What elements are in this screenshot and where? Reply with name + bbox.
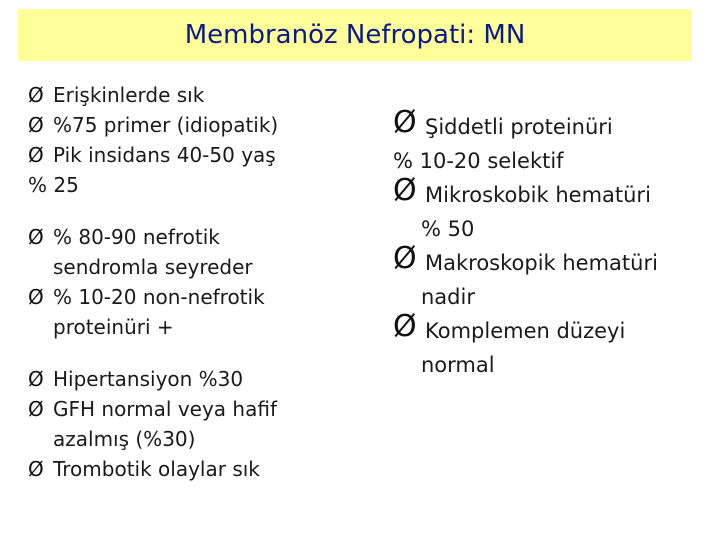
list-item-text-continued: proteinüri + [53, 315, 174, 339]
arrow-bullet-icon: Ø [28, 285, 44, 309]
left-column [28, 80, 358, 484]
arrow-bullet-icon: Ø [393, 241, 417, 276]
list-item-text: Komplemen düzeyi [425, 319, 626, 343]
list-item-text: Şiddetli proteinüri [425, 115, 613, 139]
list-item [393, 105, 713, 144]
list-item [28, 282, 358, 342]
list-item [28, 140, 358, 170]
arrow-bullet-icon: Ø [393, 309, 417, 344]
list-item-text: Hipertansiyon %30 [53, 367, 244, 391]
arrow-bullet-icon: Ø [393, 105, 417, 140]
list-item-text: Mikroskobik hematüri [425, 183, 651, 207]
list-item-text-continued: % 50 [421, 217, 475, 241]
list-item [28, 454, 358, 484]
right-column [393, 105, 713, 382]
list-item-text-continued: sendromla seyreder [53, 255, 253, 279]
list-item [28, 364, 358, 394]
list-item-text: %75 primer (idiopatik) [53, 113, 279, 137]
list-item [393, 173, 713, 212]
list-item [393, 309, 713, 348]
list-item [28, 110, 358, 140]
arrow-bullet-icon: Ø [28, 367, 44, 391]
arrow-bullet-icon: Ø [393, 173, 417, 208]
list-item-text: GFH normal veya hafif [53, 397, 277, 421]
page-title: Membranöz Nefropati: MN [184, 20, 526, 50]
list-item [393, 241, 713, 280]
title-banner [18, 9, 692, 61]
list-item-text: Erişkinlerde sık [53, 83, 205, 107]
arrow-bullet-icon: Ø [28, 225, 44, 249]
list-item-text: % 80-90 nefrotik [53, 225, 220, 249]
list-item [28, 394, 358, 454]
list-item-text-continued: normal [421, 353, 495, 377]
list-item-text-continued: azalmış (%30) [53, 427, 196, 451]
list-item-text: Pik insidans 40-50 yaş [53, 143, 276, 167]
list-item-text-continued: nadir [421, 285, 475, 309]
plain-text-line: % 25 [28, 173, 79, 197]
arrow-bullet-icon: Ø [28, 83, 44, 107]
arrow-bullet-icon: Ø [28, 457, 44, 481]
arrow-bullet-icon: Ø [28, 113, 44, 137]
plain-text-line: % 10-20 selektif [393, 149, 564, 173]
list-item-text: Makroskopik hematüri [425, 251, 658, 275]
arrow-bullet-icon: Ø [28, 143, 44, 167]
list-item [28, 222, 358, 282]
list-item-text: Trombotik olaylar sık [53, 457, 260, 481]
arrow-bullet-icon: Ø [28, 397, 44, 421]
list-item-text: % 10-20 non-nefrotik [53, 285, 265, 309]
list-item [28, 80, 358, 110]
